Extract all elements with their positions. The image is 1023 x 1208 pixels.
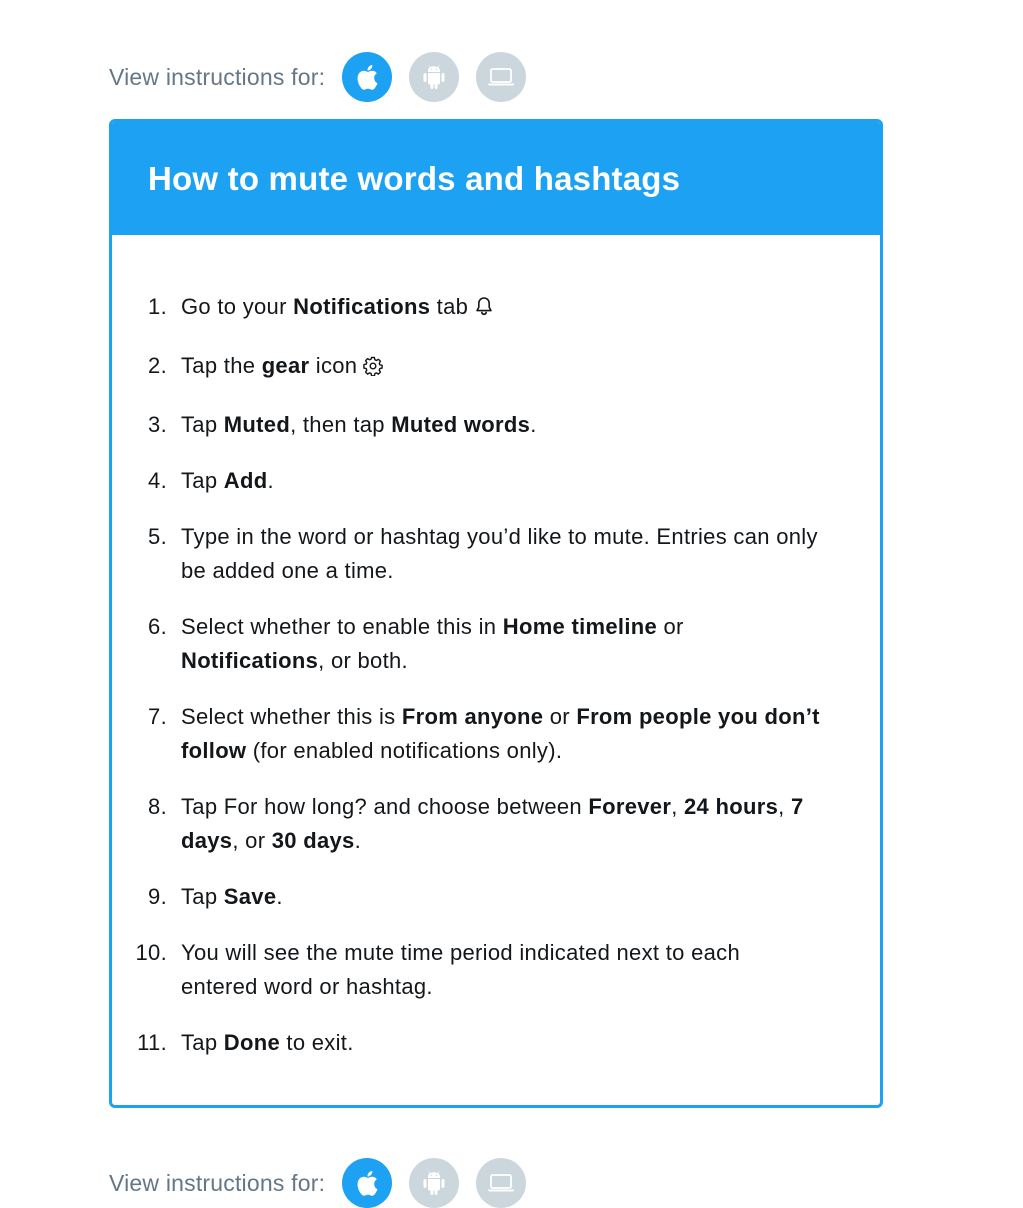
step-number: 8. [148,794,167,819]
step-text-segment: . [530,412,537,437]
step-number: 10. [135,940,167,965]
step-emphasis: Save [223,884,277,909]
laptop-icon [487,1174,515,1192]
step-text [181,614,684,673]
step-emphasis: From people you don’t follow [181,704,820,763]
step-number: 6. [148,614,167,639]
step-text-segment: or [657,614,684,639]
gear-icon [363,352,383,386]
step-item [112,790,880,858]
instructions-card [109,119,883,1108]
step-emphasis: Notifications [181,648,319,673]
step-item [112,464,880,498]
step-text [181,294,468,319]
step-number: 7. [148,704,167,729]
step-text-segment: or [543,704,577,729]
step-text-segment: Tap [181,1030,224,1055]
step-emphasis: Add [223,468,268,493]
step-text [181,524,818,583]
step-text [181,884,283,909]
step-text-segment: Tap [181,884,224,909]
step-text-segment: tab [430,294,469,319]
step-emphasis: Muted words [391,412,531,437]
step-emphasis: From anyone [401,704,544,729]
step-item [112,936,880,1004]
step-text-segment: . [267,468,274,493]
step-text-segment: , or [232,828,272,853]
step-text-segment: to exit. [280,1030,354,1055]
android-button[interactable] [409,1158,459,1208]
step-text-segment: , then tap [290,412,392,437]
step-item [112,520,880,588]
step-item [112,349,880,386]
step-item [112,408,880,442]
step-emphasis: Notifications [293,294,431,319]
android-icon [423,1171,445,1195]
step-emphasis: Done [223,1030,280,1055]
step-item [112,700,880,768]
step-text [181,940,740,999]
apple-icon [356,1170,378,1196]
step-item [112,880,880,914]
step-text-segment: Go to your [181,294,294,319]
step-number: 4. [148,468,167,493]
web-button[interactable] [476,52,526,102]
step-text-segment: Select whether to enable this in [181,614,503,639]
step-text-segment: Tap [181,468,224,493]
card-title: How to mute words and hashtags [148,159,681,197]
apple-icon [356,64,378,90]
platform-selector-label: View instructions for: [109,1169,326,1196]
laptop-icon [487,68,515,86]
step-item [112,610,880,678]
step-emphasis: 24 hours [684,794,779,819]
step-text-segment: Tap [181,412,224,437]
step-number: 11. [137,1030,167,1055]
step-text-segment: , or both. [318,648,408,673]
card-header [112,122,880,235]
step-number: 5. [148,524,167,549]
step-text [181,353,357,378]
step-text-segment: Type in the word or hashtag you’d like to mute. Entries can only be added one a time. [181,524,818,583]
android-icon [423,65,445,89]
step-text-segment: , [778,794,791,819]
step-text-segment: Tap the [181,353,262,378]
step-text-segment: . [276,884,283,909]
step-number: 3. [148,412,167,437]
step-emphasis: Home timeline [502,614,658,639]
step-emphasis: 7 days [181,794,804,853]
step-text [181,704,820,763]
step-text [181,468,274,493]
step-item [112,290,880,327]
platform-selector-top [109,52,543,102]
step-text-segment: , [671,794,685,819]
step-number: 1. [148,294,167,319]
steps-list [112,290,880,1082]
step-emphasis: Forever [588,794,672,819]
platform-selector-bottom [109,1158,543,1208]
bell-icon [474,293,494,327]
step-text-segment: icon [309,353,358,378]
step-number: 9. [148,884,167,909]
step-emphasis: Muted [223,412,291,437]
ios-button[interactable] [342,52,392,102]
step-text [181,412,537,437]
step-item [112,1026,880,1060]
step-text-segment: Select whether this is [181,704,402,729]
ios-button[interactable] [342,1158,392,1208]
step-number: 2. [148,353,167,378]
step-text [181,1030,354,1055]
step-emphasis: gear [261,353,310,378]
step-text [181,794,804,853]
step-text-segment: . [354,828,362,853]
step-text-segment: You will see the mute time period indicated next to each entered word or hashtag. [181,940,740,999]
step-emphasis: 30 days [271,828,355,853]
platform-selector-label: View instructions for: [109,63,326,90]
step-text-segment: (for enabled notifications only). [246,738,563,763]
android-button[interactable] [409,52,459,102]
step-text-segment: Tap For how long? and choose between [181,794,589,819]
web-button[interactable] [476,1158,526,1208]
